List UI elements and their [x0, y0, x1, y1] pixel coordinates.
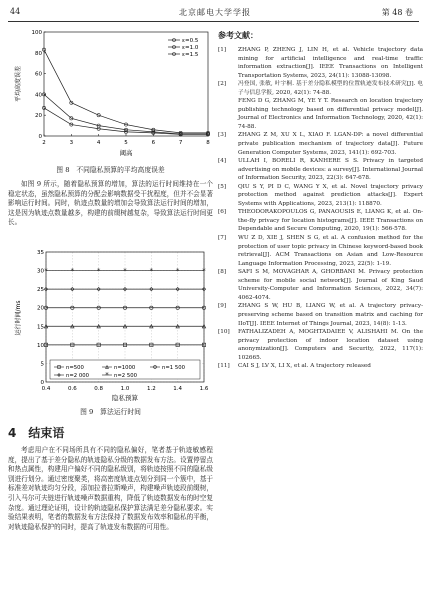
reference-number: [5]: [218, 183, 227, 190]
fig9-legend-label: n=1000: [114, 365, 136, 371]
fig9-x-tick-label: 1.4: [173, 386, 183, 392]
references-title: 参考文献：: [218, 31, 258, 40]
fig9-x-axis-label: 隐私预算: [112, 394, 138, 402]
fig8-x-axis-label: 阈高: [119, 149, 133, 157]
fig9-x-tick-label: 1.2: [146, 386, 156, 392]
fig9-x-tick-label: 0.6: [67, 386, 77, 392]
page-header: [0, 0, 427, 24]
page-number: 44: [10, 7, 21, 16]
fig9-y-tick-label: 0: [40, 380, 44, 386]
reference-item: [218, 328, 423, 362]
reference-item: [218, 131, 423, 157]
fig8-legend-label: ε=1.5: [182, 52, 199, 58]
fig9-data-point: *: [123, 266, 127, 275]
fig8-x-tick-label: 2: [42, 140, 46, 146]
fig9-legend-label: n=2 000: [66, 373, 89, 379]
fig9-x-tick-label: 0.8: [94, 386, 104, 392]
fig8-x-tick-label: 5: [124, 140, 128, 146]
reference-text: WU Z D, XIE J, SHEN S G, et al. A confusion method for the protection of user topic privacy in Chinese keyword-based book retrieval[J]. ACM Transactions on Asian and Low-Resource Language Information Processing, 2023, 22(5): 1-19.: [238, 235, 423, 267]
reference-text: 冯登国, 张敏, 叶宇桐. 基于差分隐私模型的位置轨迹发布技术研究[J]. 电子与信息学报, 2020, 42(1): 74-88.: [238, 81, 423, 96]
fig8-x-tick-label: 8: [206, 140, 210, 146]
fig8-legend-label: ε=0.5: [182, 38, 199, 44]
reference-text: ZHANG S W, HU B, LIANG W, et al. A trajectory privacy-preserving scheme based on transition matrix and caching for IIoT[J]. IEEE Internet of Things Journal, 2023, 14(8): 1-13.: [238, 303, 423, 327]
reference-number: [8]: [218, 269, 227, 276]
reference-text: QIU S Y, PI D C, WANG Y X, et al. Novel trajectory privacy protection method against prediction attacks[J]. Expert Systems with Applications, 2023, 213(1): 118870.: [238, 183, 423, 207]
fig9-data-point: *: [96, 266, 101, 275]
fig8-series-line: [44, 50, 208, 133]
fig9-legend-label: n=2 500: [114, 373, 137, 379]
paragraph-text: 考虑用户在不同场所具有不同的隐私偏好，笔者基于轨迹敏感程度，提出了基于差分隐私的轨迹隐私分级的数据发布方法。设置停留点和热点属性，构建用户偏好不同的隐私级别，将轨迹按照不同的隐私级别进行划分。通过密度聚类，将高密度轨迹点划分到同一个簇中，基于标准差对轨迹均匀分段，添加拉普拉斯噪声，构建噪声轨迹段前缀树，引入马尔可夫链进行轨迹噪声数据重构，降低了轨迹数据发布的时空复杂度。通过理论证明，设计的轨迹隐私保护算法满足差分隐私要求。实验结果表明，笔者的数据发布方法保持了数据发布效率和隐私的平衡，对轨迹隐私保护的同时，提高了轨迹发布数据的可用性。: [8, 446, 213, 531]
fig8-y-tick-label: 80: [35, 50, 42, 57]
fig8-y-axis-label: 平均高度误差: [15, 65, 22, 103]
fig8-y-tick-label: 60: [35, 71, 42, 78]
fig8-y-tick-label: 100: [31, 30, 42, 36]
fig8-y-tick-label: 0: [38, 134, 42, 140]
fig8-y-tick-label: 20: [35, 113, 42, 120]
fig8-legend-label: ε=1.0: [182, 45, 199, 51]
reference-list: [218, 46, 423, 371]
fig9-y-tick-label: 5: [40, 361, 44, 368]
fig9-data-point: *: [70, 266, 75, 275]
fig9-y-tick-label: 20: [37, 305, 44, 312]
left-column: [8, 26, 213, 611]
reference-item: [218, 46, 423, 80]
reference-item: [218, 268, 423, 302]
reference-item: [218, 97, 423, 131]
reference-item: [218, 302, 423, 328]
volume-label: 第 48 卷: [381, 8, 413, 17]
paragraph-conclusion: [8, 446, 213, 532]
section-title-conclusion: 4 结束语: [8, 426, 65, 440]
fig8-x-tick-label: 7: [178, 140, 183, 146]
reference-text: ULLAH I, BORELI R, KANHERE S S. Privacy in targeted advertising on mobile devices: a survey[J]. International Journal of Information Security, 2023, 22(3): 647-678.: [238, 158, 423, 182]
reference-text: ZHANG Z M, XU X L, XIAO F. LGAN-DP: a novel differential private publication mechanism of trajectory data[J]. Future Generation Computer Systems, 2023, 141(1): 692-703.: [238, 132, 423, 156]
reference-text: FATHALIZADEH A, MOGHTADAIEE V, ALISHAHI M. On the privacy protection of indoor location dataset using anonymization[J]. Computers and Security, 2022, 117(1): 102665.: [238, 329, 423, 361]
reference-text: SAFI S M, MOVAGHAR A, GHORBANI M. Privacy protection scheme for mobile social network[J]. Journal of King Saud University-Computer and Information Sciences, 2022, 34(7): 4062-4074.: [238, 269, 423, 301]
fig8-x-tick-label: 4: [96, 140, 101, 146]
reference-text: ZHANG P, ZHENG J, LIN H, et al. Vehicle trajectory data mining for artificial intelligence and real-time traffic information extraction[J]. IEEE Transactions on Intelligent Transportation Systems, 2023, 24(11): 13088-13098.: [238, 47, 423, 79]
right-column: [218, 26, 423, 611]
fig9-data-point: *: [175, 266, 180, 275]
fig9-x-tick-label: 1.0: [120, 386, 130, 392]
reference-number: [11]: [218, 363, 230, 370]
fig9-y-tick-label: 15: [37, 324, 44, 331]
reference-number: [7]: [218, 235, 227, 242]
reference-number: [10]: [218, 329, 230, 336]
fig9-legend-label: n=1 500: [162, 365, 185, 371]
fig9-x-tick-label: 1.6: [199, 386, 209, 392]
fig9-y-tick-label: 25: [37, 287, 44, 294]
reference-number: [6]: [218, 209, 227, 216]
figure-9-chart: [8, 248, 213, 403]
reference-number: [4]: [218, 158, 227, 165]
fig9-y-axis-label: 运行时间/ms: [15, 300, 22, 336]
figure-9-caption: 图 9 算法运行时间: [80, 408, 141, 416]
reference-item: [218, 157, 423, 183]
reference-text: FENG D G, ZHANG M, YE Y T. Research on location trajectory publishing technology based on differential privacy model[J]. Journal of Electronics and Information Technology, 2020, 42(1): 74-88.: [238, 98, 423, 130]
fig9-data-point: *: [44, 266, 48, 275]
fig9-legend-marker: *: [105, 371, 109, 380]
fig9-data-point: *: [202, 266, 206, 275]
reference-text: CAI S J, LV X, LI X, et al. A trajectory released: [238, 363, 371, 370]
reference-number: [2]: [218, 81, 227, 88]
reference-number: [3]: [218, 132, 227, 139]
reference-item: [218, 183, 423, 209]
reference-text: THEODORAKOPOULOS G, PANAOUSIS E, LIANG K, et al. On-the-fly privacy for location histograms[J]. IEEE Transactions on Dependable and Secure Computing, 2020, 19(1): 566-578.: [238, 209, 423, 233]
header-rule: [8, 21, 419, 22]
fig8-y-tick-label: 40: [35, 92, 42, 99]
figure-8-caption: 图 8 不同隐私预算的平均高度误差: [56, 166, 165, 174]
reference-number: [9]: [218, 303, 227, 310]
paragraph-fig9-discussion: [8, 180, 213, 228]
fig9-x-tick-label: 0.4: [41, 386, 51, 392]
fig8-x-tick-label: 6: [151, 140, 156, 146]
reference-number: [1]: [218, 47, 227, 53]
fig9-y-tick-label: 10: [37, 342, 44, 349]
fig8-x-tick-label: 3: [69, 140, 74, 146]
reference-item: [218, 234, 423, 268]
paragraph-text: 如图 9 所示，随着隐私预算的增加，算法的运行时间维持在一个稳定状态，虽然隐私预算的分配会影响数据受干扰程度，但并不会显著影响运行时间。同时，轨迹点数量的增加会导致算法运行时间的增加，这是因为轨迹点数量越多，构建的前缀树越复杂，导致算法运行时间更长。: [8, 180, 213, 227]
figure-8-chart: [8, 26, 213, 161]
fig9-data-point: *: [149, 266, 154, 275]
journal-name: 北京邮电大学学报: [179, 8, 251, 17]
fig9-y-tick-label: 30: [37, 268, 44, 275]
fig9-legend-label: n=500: [66, 365, 84, 371]
reference-item: [218, 80, 423, 97]
fig9-y-tick-label: 35: [37, 250, 44, 256]
reference-item: [218, 208, 423, 234]
reference-item: [218, 362, 423, 371]
